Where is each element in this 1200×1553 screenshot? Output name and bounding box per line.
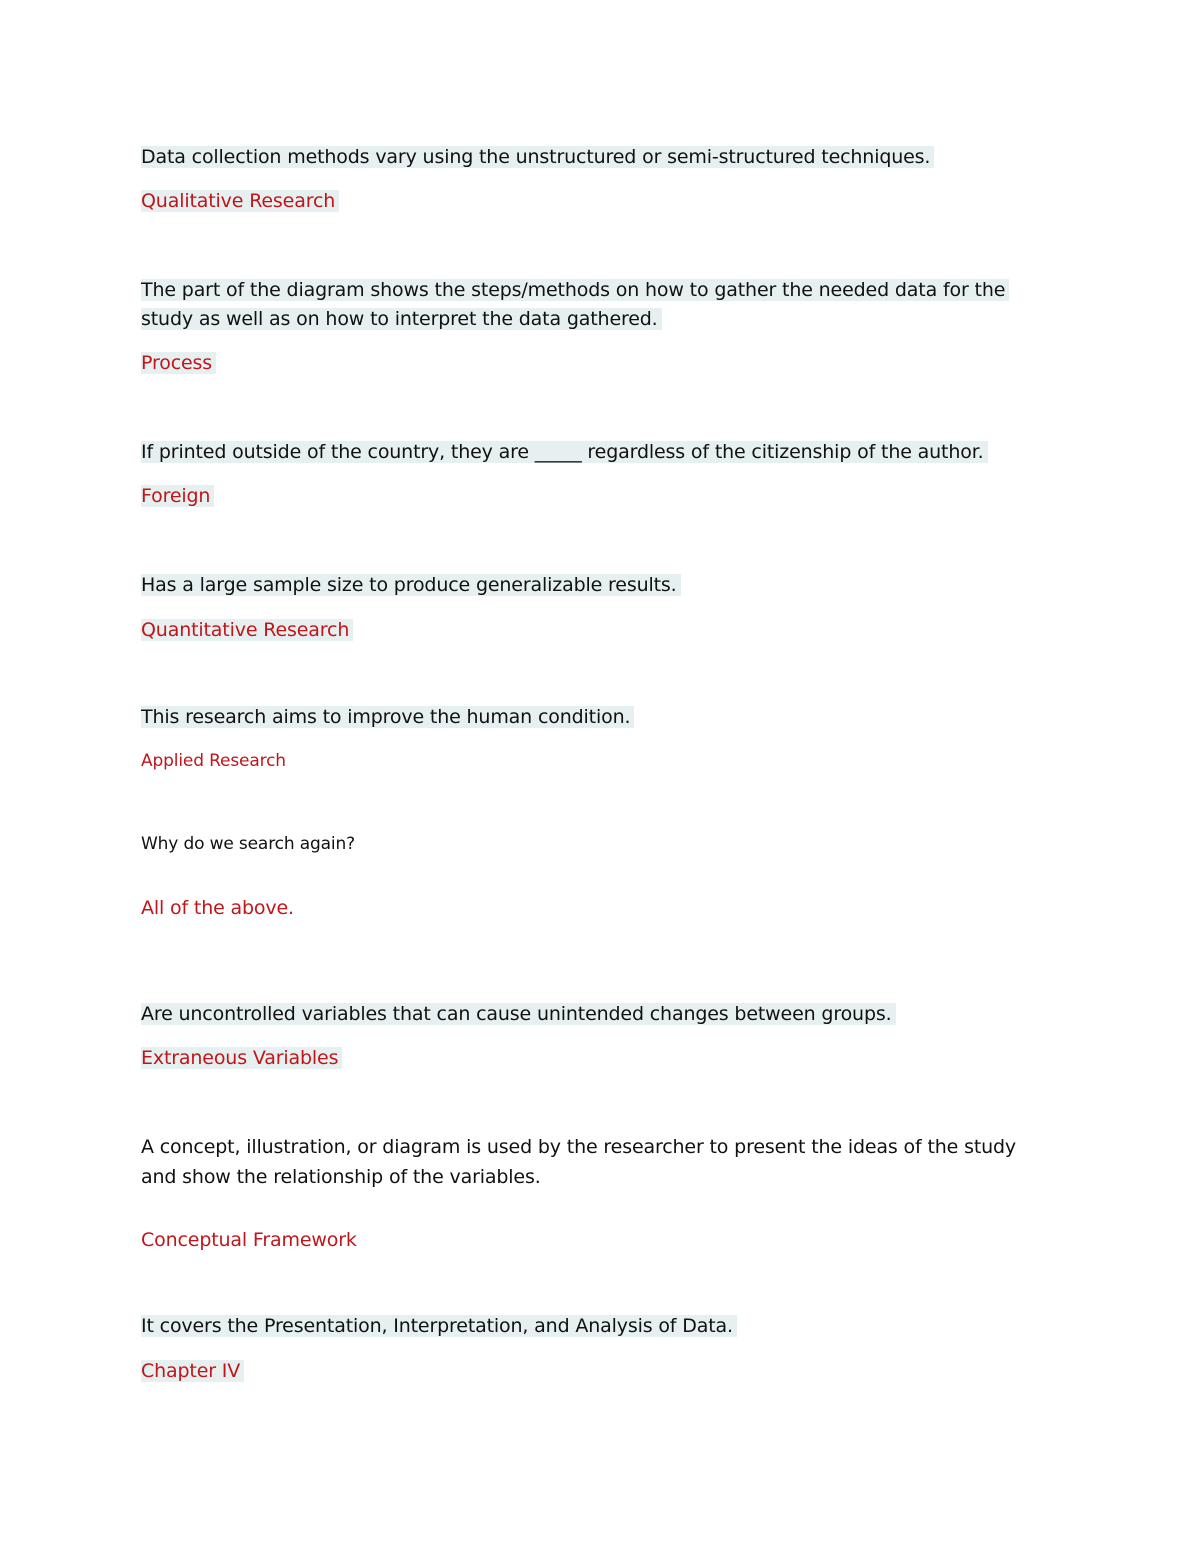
question-2-text-line-1: The part of the diagram shows the steps/methods on how to gather the needed data for the bbox=[141, 279, 1009, 301]
question-8-text-line-1: A concept, illustration, or diagram is used by the researcher to present the ideas of the study bbox=[141, 1136, 1017, 1158]
question-3-text: If printed outside of the country, they are _____ regardless of the citizenship of the author. bbox=[141, 441, 988, 463]
answer-1 bbox=[141, 187, 339, 216]
question-2-line-1 bbox=[141, 276, 1009, 305]
answer-4 bbox=[141, 616, 353, 645]
question-1 bbox=[141, 143, 934, 172]
question-9-text: It covers the Presentation, Interpretation, and Analysis of Data. bbox=[141, 1315, 737, 1337]
answer-7-text: Extraneous Variables bbox=[141, 1047, 342, 1069]
question-9 bbox=[141, 1312, 737, 1341]
answer-6-text: All of the above. bbox=[141, 897, 294, 919]
question-6-text: Why do we search again? bbox=[141, 834, 355, 854]
question-5 bbox=[141, 703, 634, 732]
question-4-text: Has a large sample size to produce generalizable results. bbox=[141, 574, 681, 596]
answer-3 bbox=[141, 482, 214, 511]
question-2-line-2 bbox=[141, 305, 662, 334]
answer-7 bbox=[141, 1044, 342, 1073]
question-3 bbox=[141, 438, 988, 467]
question-8-text-line-2: and show the relationship of the variables. bbox=[141, 1166, 541, 1188]
question-5-text: This research aims to improve the human condition. bbox=[141, 706, 634, 728]
answer-3-text: Foreign bbox=[141, 485, 214, 507]
question-7 bbox=[141, 1000, 896, 1029]
question-4 bbox=[141, 571, 681, 600]
answer-8 bbox=[141, 1226, 357, 1255]
question-8-line-2 bbox=[141, 1163, 541, 1192]
answer-4-text: Quantitative Research bbox=[141, 619, 353, 641]
question-1-text: Data collection methods vary using the unstructured or semi-structured techniques. bbox=[141, 146, 934, 168]
answer-2 bbox=[141, 349, 216, 378]
answer-5-text: Applied Research bbox=[141, 751, 286, 771]
answer-8-text: Conceptual Framework bbox=[141, 1229, 357, 1251]
question-6 bbox=[141, 830, 355, 859]
answer-5 bbox=[141, 747, 286, 776]
question-2-text-line-2: study as well as on how to interpret the data gathered. bbox=[141, 308, 662, 330]
question-8-line-1 bbox=[141, 1133, 1016, 1162]
answer-9-text: Chapter IV bbox=[141, 1360, 244, 1382]
answer-2-text: Process bbox=[141, 352, 216, 374]
answer-6 bbox=[141, 894, 294, 923]
question-7-text: Are uncontrolled variables that can cause unintended changes between groups. bbox=[141, 1003, 896, 1025]
answer-1-text: Qualitative Research bbox=[141, 190, 339, 212]
answer-9 bbox=[141, 1357, 244, 1386]
